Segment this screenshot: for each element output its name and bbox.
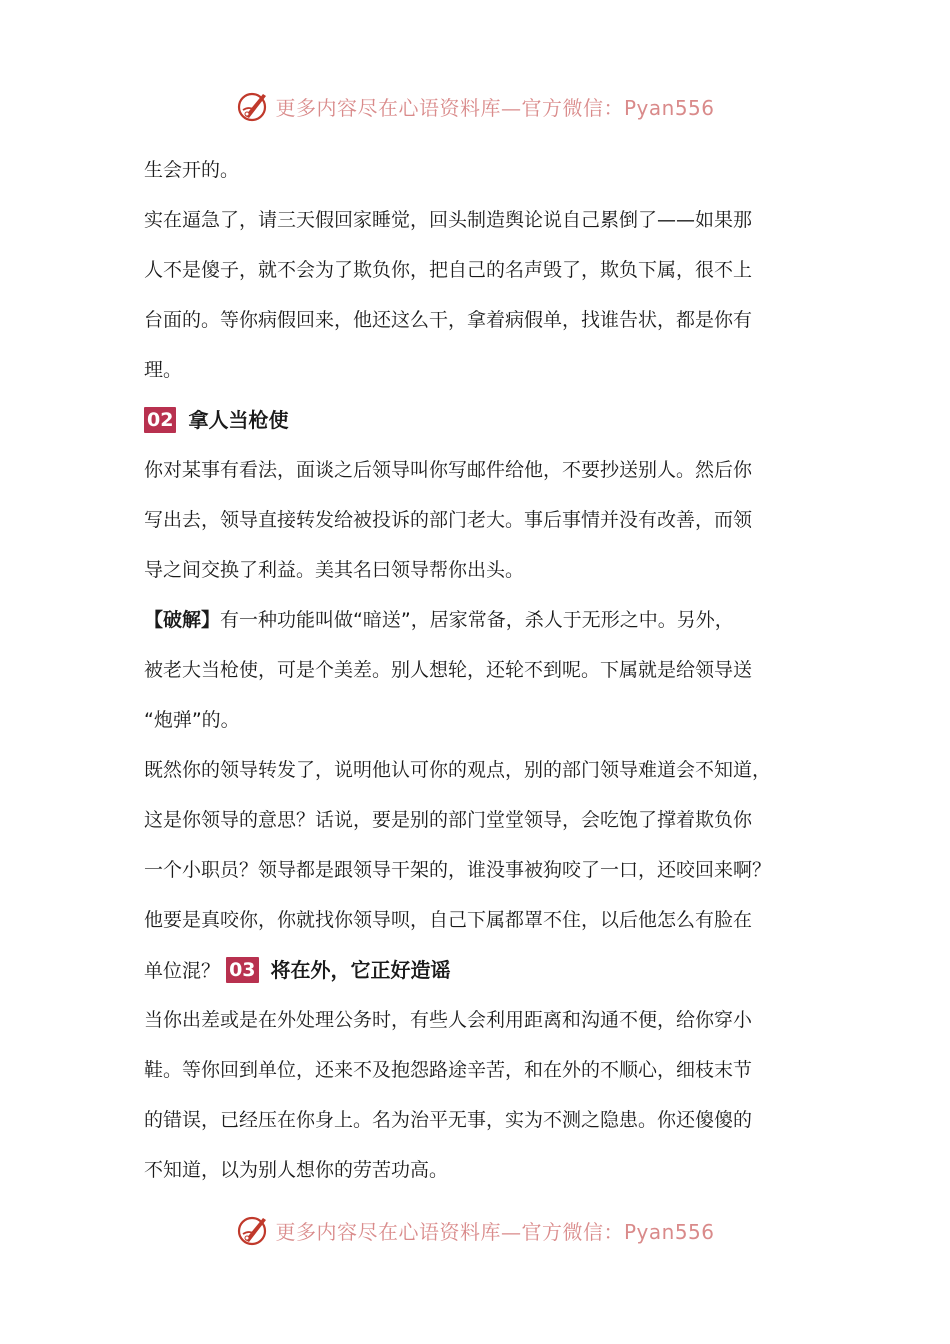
section-heading bbox=[144, 395, 809, 445]
paragraph-line: 一个小职员？领导都是跟领导干架的，谁没事被狗咬了一口，还咬回来啊？ bbox=[144, 859, 772, 881]
paragraph-line: 生会开的。 bbox=[144, 159, 240, 181]
paragraph-line: “炮弹”的。 bbox=[144, 709, 240, 731]
section-title: 将在外，它正好造谣 bbox=[270, 958, 451, 982]
section-title: 拿人当枪使 bbox=[188, 408, 289, 432]
paragraph-line: 理。 bbox=[144, 359, 183, 381]
section-number-badge: 03 bbox=[226, 957, 258, 983]
paragraph-line: 不知道，以为别人想你的劳苦功高。 bbox=[144, 1159, 449, 1181]
paragraph-line: 你对某事有看法，面谈之后领导叫你写邮件给他，不要抄送别人。然后你 bbox=[144, 459, 753, 481]
paragraph-text: 有一种功能叫做“暗送”，居家常备，杀人于无形之中。另外， bbox=[220, 609, 734, 631]
paragraph-line bbox=[144, 595, 809, 645]
paragraph-line: 既然你的领导转发了，说明他认可你的观点，别的部门领导难道会不知道， bbox=[144, 759, 772, 781]
paragraph-line: 他要是真咬你，你就找你领导呗，自己下属都罩不住，以后他怎么有脸在 bbox=[144, 909, 753, 931]
header-watermark-text: 更多内容尽在心语资料库—官方微信：Pyan556 bbox=[275, 95, 715, 120]
paragraph-line bbox=[144, 945, 809, 995]
paragraph-line: 台面的。等你病假回来，他还这么干，拿着病假单，找谁告状，都是你有 bbox=[144, 309, 753, 331]
quill-logo-icon bbox=[235, 88, 271, 124]
paragraph-line: 导之间交换了利益。美其名曰领导帮你出头。 bbox=[144, 559, 525, 581]
paragraph-line: 当你出差或是在外处理公务时，有些人会利用距离和沟通不便，给你穿小 bbox=[144, 1009, 753, 1031]
paragraph-line: 实在逼急了，请三天假回家睡觉，回头制造舆论说自己累倒了——如果那 bbox=[144, 209, 753, 231]
paragraph-text: 单位混？ bbox=[144, 960, 221, 982]
solution-label: 【破解】 bbox=[144, 609, 221, 631]
paragraph-line: 被老大当枪使，可是个美差。别人想轮，还轮不到呢。下属就是给领导送 bbox=[144, 659, 753, 681]
footer-watermark bbox=[0, 1210, 950, 1250]
header-watermark bbox=[0, 86, 950, 126]
document-body bbox=[144, 145, 809, 1195]
quill-logo-icon bbox=[235, 1212, 271, 1248]
paragraph-line: 写出去，领导直接转发给被投诉的部门老大。事后事情并没有改善，而领 bbox=[144, 509, 753, 531]
paragraph-line: 人不是傻子，就不会为了欺负你，把自己的名声毁了，欺负下属，很不上 bbox=[144, 259, 753, 281]
footer-watermark-text: 更多内容尽在心语资料库—官方微信：Pyan556 bbox=[275, 1219, 715, 1244]
section-number-badge: 02 bbox=[144, 407, 176, 433]
paragraph-line: 的错误，已经压在你身上。名为治平无事，实为不测之隐患。你还傻傻的 bbox=[144, 1109, 753, 1131]
paragraph-line: 鞋。等你回到单位，还来不及抱怨路途辛苦，和在外的不顺心，细枝末节 bbox=[144, 1059, 753, 1081]
paragraph-line: 这是你领导的意思？话说，要是别的部门堂堂领导，会吃饱了撑着欺负你 bbox=[144, 809, 753, 831]
